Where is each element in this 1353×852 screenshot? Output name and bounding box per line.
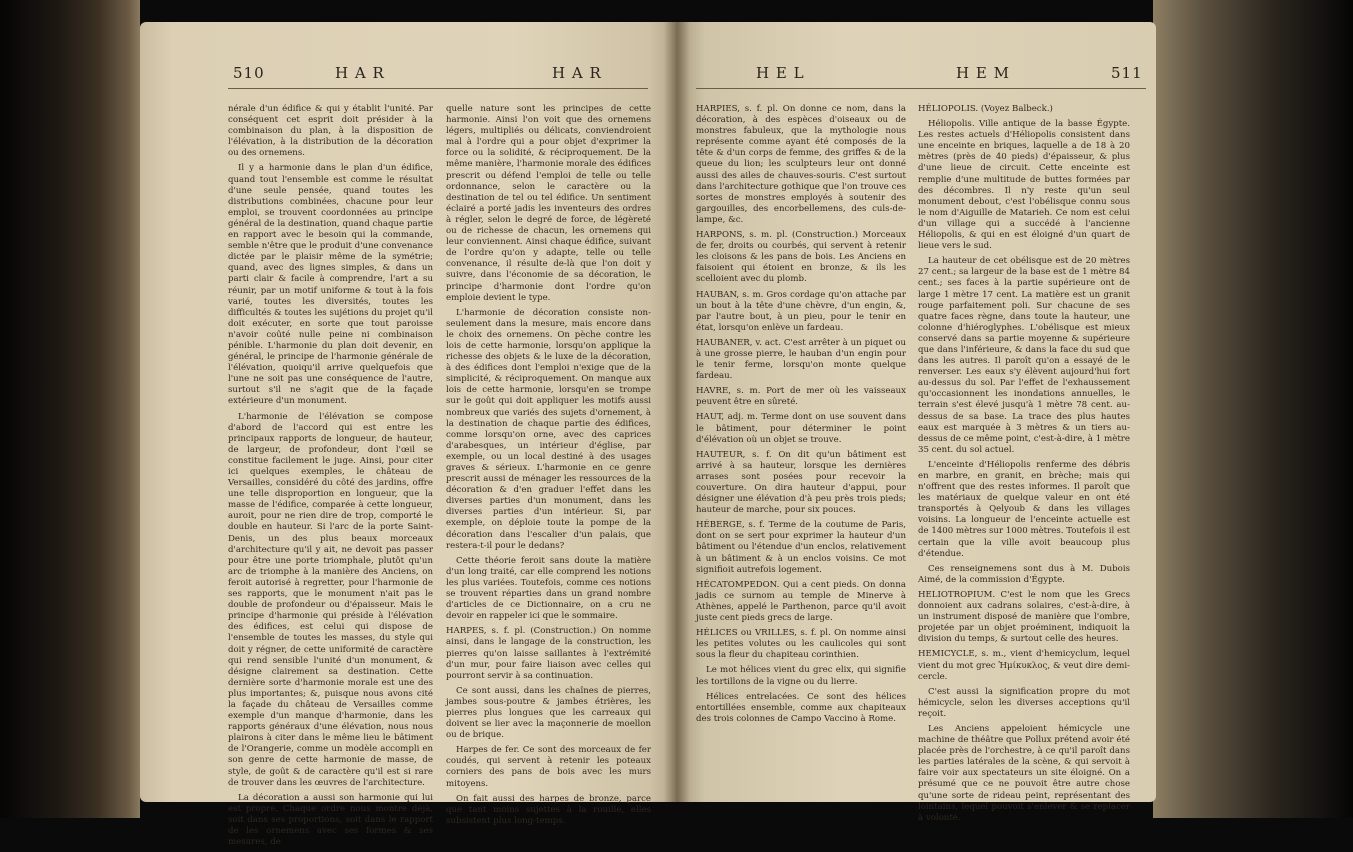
paragraph: Le mot hélices vient du grec elix, qui signifie les tortillons de la vigne ou du lierre. [696,665,906,687]
left-column-1 [228,104,433,852]
paragraph: L'enceinte d'Héliopolis renferme des débris en marbre, en granit, en brèche; mais qui n'offrent que des restes informes. Il paroît que les matériaux de quelque valeur en ont été transportés à Qelyoub & dans les villages voisins. La longueur de l'enceinte actuelle est de 1400 mètres sur 1000 mètres. Toutefois il est certain que la ville avoit beaucoup plus d'étendue. [918,459,1130,559]
left-column-2 [446,104,651,831]
paragraph: HÉLIOPOLIS. (Voyez Balbeck.) [918,104,1053,114]
paragraph: HÉCATOMPEDON. Qui a cent pieds. On donna jadis ce surnom au temple de Minerve à Athènes, appelé le Parthenon, parce qu'il avoit juste cent pieds grecs de large. [696,579,906,624]
right-column-1 [696,104,906,729]
right-column-2 [918,104,1130,828]
left-page [140,22,676,848]
paragraph: On fait aussi des harpes de bronze, parce que tant moins sujettes à la rouille, elles subsistent plus long-temps. [446,793,651,826]
paragraph: HAUT, adj. m. Terme dont on use souvent dans le bâtiment, pour déterminer le point d'élévation où un objet se trouve. [696,412,906,445]
right-page-stack [1153,0,1353,818]
paragraph: HAUTEUR, s. f. On dit qu'un bâtiment est arrivé à sa hauteur, lorsque les dernières arrases sont posées pour recevoir la couverture. On dira hauteur d'appui, pour désigner une élévation d'à peu près trois pieds; hauteur de marche, pour six pouces. [696,449,906,516]
paragraph: L'harmonie de décoration consiste non-seulement dans la mesure, mais encore dans le choix des ornemens. On pèche contre les lois de cette harmonie, lorsqu'on applique la richesse des objets & le luxe de la décoration, à des édifices dont l'emploi n'exige que de la simplicité, & réciproquement. On manque aux lois de cette harmonie, lorsqu'en se trompe sur le goût qui doit appliquer les motifs aussi nombreux que variés des sujets d'ornement, à la destination de chaque partie des édifices, comme lorsqu'on orne, avec des caprices d'arabesques, un intérieur d'église, par exemple, ou un local destiné à des usages graves & sérieux. L'harmonie en ce genre prescrit aussi de ménager les ressources de la décoration & d'en graduer l'effet dans les diverses parties d'un monument, dans les diverses parties d'un intérieur. Si, par exemple, on déploie toute la pompe de la décoration dans l'escalier d'un palais, que restera-t-il pour le dedans? [446,307,651,551]
header-rule [696,88,1146,89]
paragraph: HELIOTROPIUM. C'est le nom que les Grecs donnoient aux cadrans solaires, c'est-à-dire, à un instrument disposé de manière que l'ombre, projetée par un objet proéminent, indiquoit la division du temps, & surtout celle des heures. [918,589,1130,645]
right-page [676,22,1156,823]
paragraph: Hélices entrelacées. Ce sont des hélices entortillées ensemble, comme aux chapiteaux des trois colonnes de Campo Vaccino à Rome. [696,691,906,724]
paragraph: Ce sont aussi, dans les chaînes de pierres, jambes sous-poutre & jambes étrières, les pierres plus longues que les carreaux qui doivent se lier avec la maçonnerie de moellon ou de brique. [446,685,651,741]
paragraph: HÉLICES ou VRILLES, s. f. pl. On nomme ainsi les petites volutes ou les caulicoles qui sont sous la fleur du chapiteau corinthien. [696,628,906,661]
paragraph: quelle nature sont les principes de cette harmonie. Ainsi l'on voit que des ornemens légers, multipliés ou délicats, conviendroient mal à l'ordre qui a pour objet d'exprimer la force ou la solidité, & réciproquement. De la même manière, l'harmonie morale des édifices prescrit ou défend l'emploi de telle ou telle ordonnance, selon le caractère ou la destination de tel ou tel édifice. Un sentiment éclairé a porté jadis les inventeurs des ordres à régler, selon le degré de force, de légèreté ou de richesse de chacun, les ornemens qui leur conviennent. Ainsi chaque édifice, suivant de l'ordre qu'on y adapte, telle ou telle convenance, il résulte de-là que l'on doit y suivre, dans l'économie de sa décoration, le principe d'harmonie dont l'ordre qu'on emploie devient le type. [446,104,651,303]
paragraph: La hauteur de cet obélisque est de 20 mètres 27 cent.; sa largeur de la base est de 1 mètre 84 cent.; ses faces à la partie supérieure ont de large 1 mètre 17 cent. La matière est un granit rouge parfaitement poli. Sur chacune de ses quatre faces règne, dans toute la hauteur, une colonne d'hiéroglyphes. L'obélisque est mieux conservé dans sa partie moyenne & supérieure que dans l'inférieure, & dans la face du sud que dans les autres. Il paroît qu'on a essayé de le renverser. Les eaux s'y élèvent aujourd'hui fort au-dessus du sol. Par l'effet de l'exhaussement qu'occasionnent les inondations annuelles, le terrain s'est élevé jusqu'à 1 mètre 78 cent. au-dessus de sa base. La trace des plus hautes eaux est marquée à 3 mètres & un tiers au-dessus de ce même point, c'est-à-dire, à 1 mètre 35 cent. du sol actuel. [918,256,1130,455]
paragraph: HEMICYCLE, s. m., vient d'hemicyclum, lequel vient du mot grec Ἡμίκυκλος, & veut dire demi-cercle. [918,649,1130,682]
paragraph: HAUBAN, s. m. Gros cordage qu'on attache par un bout à la tête d'une chèvre, d'un engin, &, par l'autre bout, à un pieu, pour le tenir en état, lorsqu'on enlève un fardeau. [696,289,906,333]
paragraph: HÉBERGE, s. f. Terme de la coutume de Paris, dont on se sert pour exprimer la hauteur d'un bâtiment ou l'étendue d'un enclos, relativement à un bâtiment & à un enclos voisins. Ce mot signifioit autrefois logement. [696,520,906,575]
book-gutter [664,22,690,802]
left-running-head-left: H A R [335,64,385,82]
paragraph: Les Anciens appeloient hémicycle une machine de théâtre que Pollux prétend avoir été placée près de l'orchestre, à ce qu'il paroît dans les parties latérales de la scène, & qui servoit à faire voir aux spectateurs un site éloigné. On a présumé que ce ne pouvoit être autre chose qu'une sorte de rideau peint, représentant des lointains, lequel pouvoit s'enlever & se replacer à volonté. [918,723,1130,823]
paragraph: C'est aussi la signification propre du mot hémicycle, selon les diverses acceptions qu'il reçoit. [918,686,1130,719]
paragraph: HAUBANER, v. act. C'est arrêter à un piquet ou à une grosse pierre, le hauban d'un engin pour le tenir ferme, lorsqu'on monte quelque fardeau. [696,337,906,382]
paragraph: HAVRE, s. m. Port de mer où les vaisseaux peuvent être en sûreté. [696,386,906,408]
paragraph: HARPIES, s. f. pl. On donne ce nom, dans la décoration, à des espèces d'oiseaux ou de monstres fabuleux, que la mythologie nous représente comme ayant été composés de la tête & d'un corps de femme, des griffes & de la queue du lion; les sculpteurs leur ont donné aussi des ailes de chauves-souris. C'est surtout dans l'architecture gothique que l'on trouve ces sortes de monstres employés à soutenir des gargouilles, des encorbellemens, des culs-de-lampe, &c. [696,104,906,225]
left-page-number: 510 [233,64,265,82]
paragraph: Harpes de fer. Ce sont des morceaux de fer coudés, qui servent à retenir les poteaux corniers des pans de bois avec les murs mitoyens. [446,745,651,789]
left-page-stack [0,0,140,818]
right-running-head-right: H E M [956,64,1010,82]
right-page-number: 511 [1111,64,1143,82]
paragraph: Héliopolis. Ville antique de la basse Égypte. Les restes actuels d'Héliopolis consistent dans une enceinte en briques, laquelle a de 18 à 20 mètres (près de 40 pieds) d'épaisseur, & plus d'une lieue de circuit. Cette enceinte est remplie d'une multitude de buttes formées par des décombres. Il n'y reste qu'un seul monument debout, c'est l'obélisque connu sous le nom d'Aiguille de Matarieh. Ce nom est celui d'un village qui a succédé à l'ancienne Héliopolis, & qui en est éloigné d'un quart de lieue vers le sud. [918,119,1130,252]
right-running-head-left: H E L [756,64,805,82]
paragraph: Il y a harmonie dans le plan d'un édifice, quand tout l'ensemble est comme le résultat d'une seule pensée, quand toutes les distributions combinées, chacune pour leur emploi, se trouvent coordonnées au principe général de la destination, quand chaque partie en rapport avec le besoin qui la commande, semble n'être que le produit d'une convenance dictée par le plaisir même de la symétrie; quand, avec des lignes simples, & dans un parti clair & facile à comprendre, l'art a su réunir, par un motif uniforme & tout à la fois varié, toutes les diversités, toutes les difficultés & toutes les sujétions du projet qu'il doit exécuter, en sorte que tout paroisse n'avoir coûté nulle peine ni combinaison pénible. L'harmonie du plan doit devenir, en général, le principe de l'harmonie générale de l'élévation, quoiqu'il arrive quelquefois que l'une ne soit pas une conséquence de l'autre, surtout s'il ne s'agit que de la façade extérieure d'un monument. [228,163,433,407]
paragraph: Cette théorie feroit sans doute la matière d'un long traité, car elle comprend les notions les plus variées. Toutefois, comme ces notions se trouvent réparties dans un grand nombre d'articles de ce Dictionnaire, on a cru ne devoir en rappeler ici que le sommaire. [446,555,651,622]
paragraph: HARPES, s. f. pl. (Construction.) On nomme ainsi, dans le langage de la construction, les pierres qu'on laisse saillantes à l'extrémité d'un mur, pour faire liaison avec celles qui pourront servir à sa continuation. [446,626,651,681]
paragraph: HARPONS, s. m. pl. (Construction.) Morceaux de fer, droits ou courbés, qui servent à retenir les cloisons & les pans de bois. Les Anciens en faisoient qui étoient en bronze, & ils les scelloient avec du plomb. [696,230,906,285]
paragraph: nérale d'un édifice & qui y établit l'unité. Par conséquent cet esprit doit présider à la combinaison du plan, à la disposition de l'élévation, à la distribution de la décoration ou des ornemens. [228,104,433,159]
header-rule [228,88,648,89]
paragraph: L'harmonie de l'élévation se compose d'abord de l'accord qui est entre les principaux rapports de longueur, de hauteur, de largeur, de profondeur, dont l'œil se constitue facilement le juge. Ainsi, pour citer ici quelques exemples, le château de Versailles, considéré du côté des jardins, offre une telle disproportion en longueur, que la masse de l'édifice, comparée à cette longueur, auroit, pour ne rien dire de trop, comporté le double en hauteur. Si l'arc de la porte Saint-Denis, un des plus beaux morceaux d'architecture qu'il y ait, ne devoit pas passer pour être une porte triomphale, plutôt qu'un arc de triomphe à la manière des Anciens, on feroit autorisé à regretter, pour l'harmonie de ses rapports, que le monument n'ait pas le double de profondeur ou d'épaisseur. Mais le principe d'harmonie qui préside à l'élévation des édifices, est celui qui dispose de l'ensemble de toutes les masses, du style qui doit y régner, de cette uniformité de caractère qui rend sensible l'unité d'un monument, & désigne clairement sa destination. Cette dernière sorte d'harmonie morale est une des plus importantes; &, puisque nous avons cité la façade du château de Versailles comme exemple d'un manque d'harmonie, dans les rapports généraux d'une élévation, nous nous plairons à citer dans le même lieu le bâtiment de l'Orangerie, comme un modèle accompli en son genre de cette harmonie de masse, de style, de goût & de caractère qu'il est si rare de trouver dans les œuvres de l'architecture. [228,411,433,788]
left-running-head-right: H A R [552,64,602,82]
paragraph: La décoration a aussi son harmonie qui lui est propre. Chaque ordre nous montre déjà, soit dans ses proportions, soit dans le rapport de les ornemens avec ses formes & ses mesures, de [228,792,433,848]
paragraph: Ces renseignemens sont dus à M. Dubois Aimé, de la commission d'Égypte. [918,563,1130,585]
